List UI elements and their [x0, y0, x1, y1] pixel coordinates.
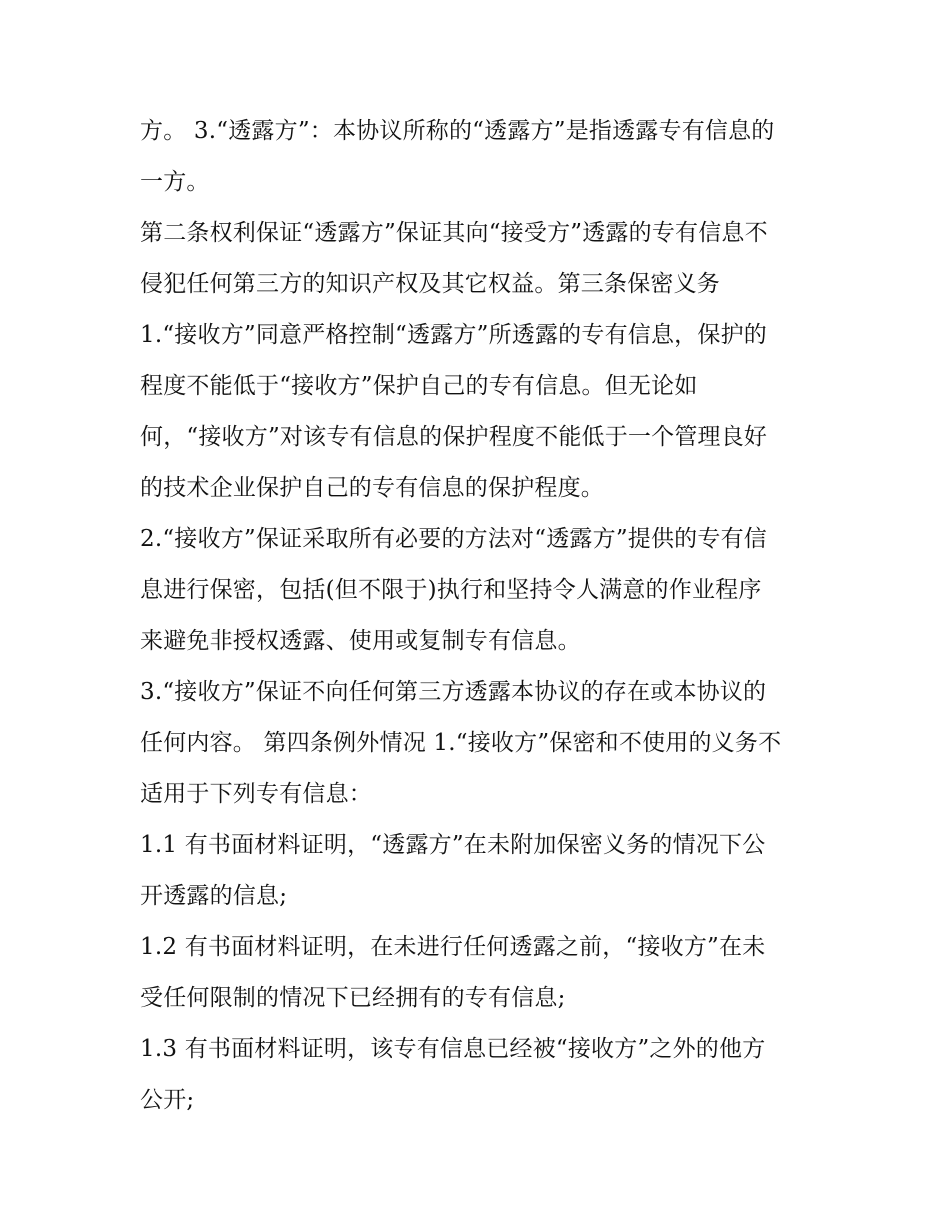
text-line: 1.“接收方”同意严格控制“透露方”所透露的专有信息，保护的: [140, 322, 767, 348]
text-line: 来避免非授权透露、使用或复制专有信息。: [140, 628, 581, 654]
text-line: 公开;: [140, 1087, 195, 1113]
text-line: 开透露的信息;: [140, 883, 288, 909]
text-line: 1.2 有书面材料证明，在未进行任何透露之前，“接收方”在未: [140, 934, 766, 960]
text-line: 1.3 有书面材料证明，该专有信息已经被“接收方”之外的他方: [140, 1036, 766, 1062]
document-body: [140, 106, 820, 1126]
text-line: 第二条权利保证“透露方”保证其向“接受方”透露的专有信息不: [140, 220, 768, 246]
text-line: 2.“接收方”保证采取所有必要的方法对“透露方”提供的专有信: [140, 526, 767, 552]
text-line: 1.1 有书面材料证明，“透露方”在未附加保密义务的情况下公: [140, 832, 766, 858]
text-line: 程度不能低于“接收方”保护自己的专有信息。但无论如: [140, 373, 698, 399]
text-line: 的技术企业保护自己的专有信息的保护程度。: [140, 475, 604, 501]
text-line: 受任何限制的情况下已经拥有的专有信息;: [140, 985, 566, 1011]
text-line: 息进行保密，包括(但不限于)执行和坚持令人满意的作业程序: [140, 577, 762, 603]
text-line: 适用于下列专有信息：: [140, 781, 372, 807]
text-line: 一方。: [140, 169, 210, 195]
text-line: 3.“接收方”保证不向任何第三方透露本协议的存在或本协议的: [140, 679, 767, 705]
text-line: 任何内容。 第四条例外情况 1.“接收方”保密和不使用的义务不: [140, 730, 782, 756]
text-line: 侵犯任何第三方的知识产权及其它权益。第三条保密义务: [140, 271, 720, 297]
text-line: 方。 3.“透露方”：本协议所称的“透露方”是指透露专有信息的: [140, 118, 775, 144]
text-line: 何，“接收方”对该专有信息的保护程度不能低于一个管理良好: [140, 424, 768, 450]
